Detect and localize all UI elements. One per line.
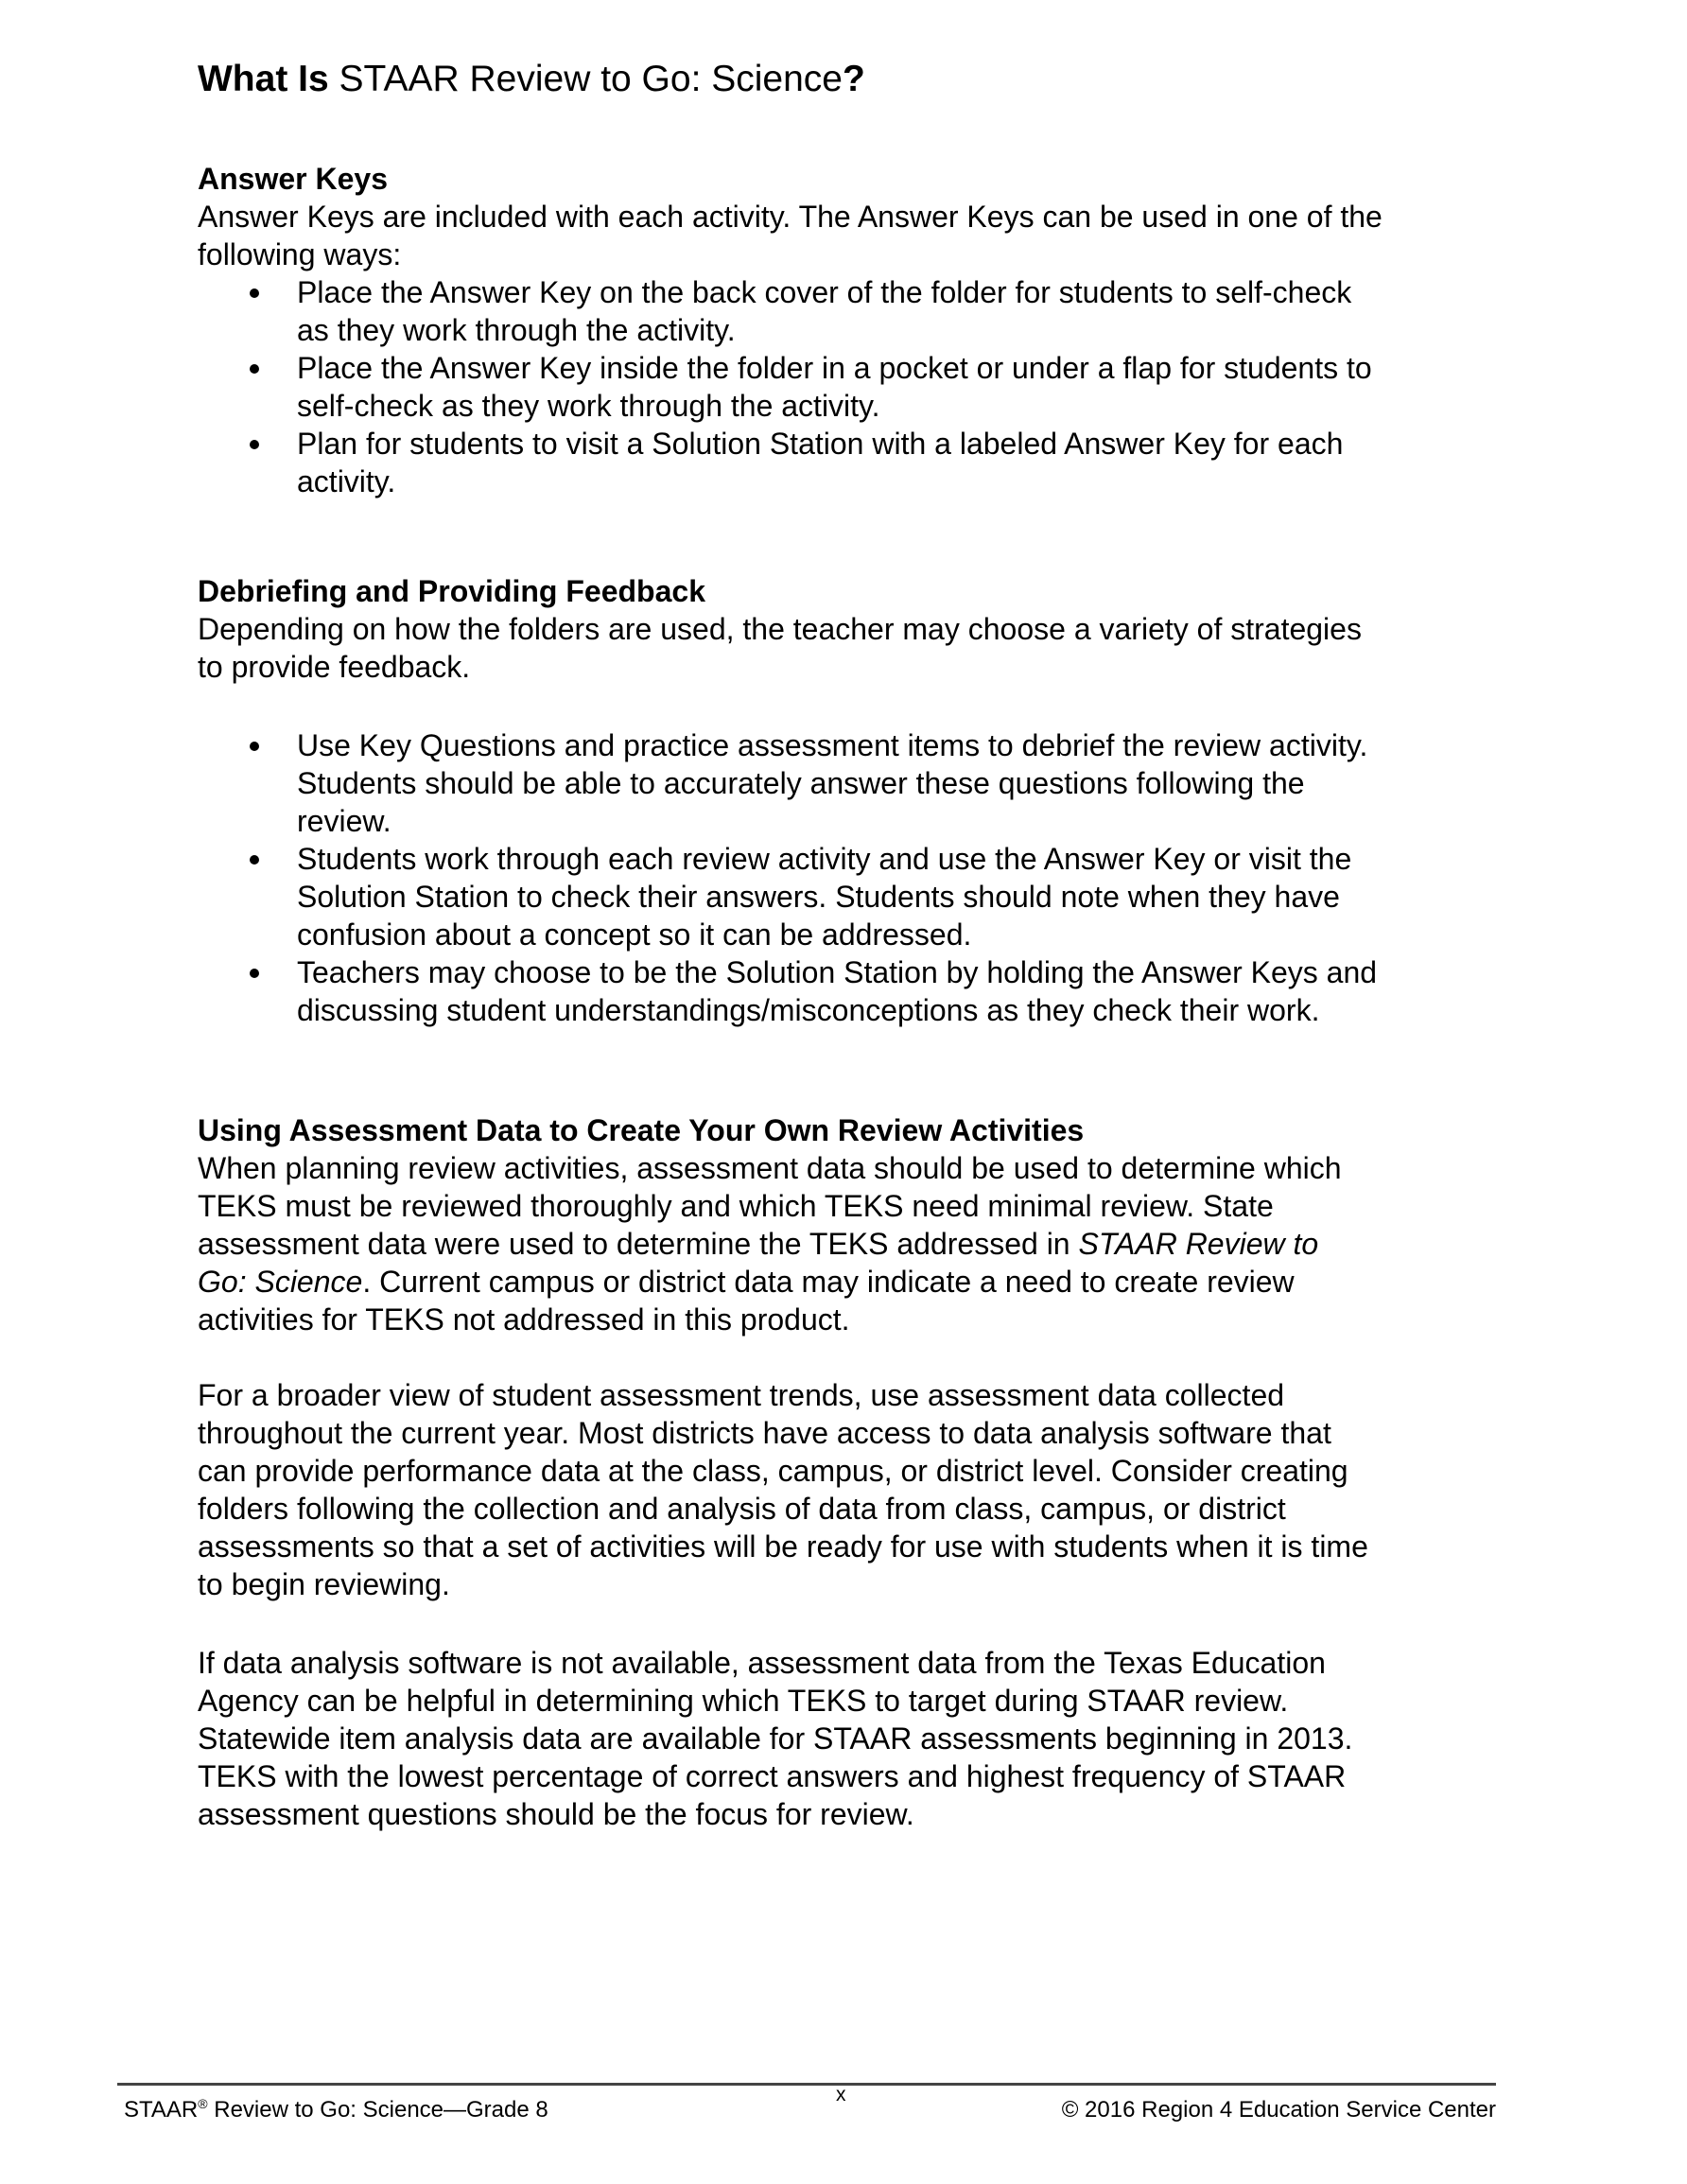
paragraph-line: folders following the collection and analysis of data from class, campus, or district	[198, 1492, 1286, 1526]
list-item-line: Use Key Questions and practice assessment items to debrief the review activity.	[297, 728, 1368, 762]
paragraph-line: Agency can be helpful in determining which TEKS to target during STAAR review.	[198, 1684, 1289, 1718]
footer-divider	[117, 2083, 1496, 2086]
page-title-bold: What Is	[198, 59, 329, 99]
paragraph-line: to begin reviewing.	[198, 1567, 450, 1601]
footer-staar: STAAR	[124, 2097, 199, 2123]
page-number: x	[836, 2084, 846, 2105]
page-title-product: STAAR Review to Go: Science	[339, 59, 843, 99]
list-item-line: confusion about a concept so it can be addressed.	[297, 917, 972, 952]
list-item-line: Solution Station to check their answers. Students should note when they have	[297, 880, 1340, 914]
list-item-line: activity.	[297, 464, 396, 498]
product-title-italic: STAAR Review to	[1078, 1227, 1319, 1261]
registered-mark: ®	[198, 2096, 208, 2111]
footer-product-title	[124, 2097, 548, 2123]
paragraph-line	[198, 1225, 1318, 1263]
section-heading-answer-keys: Answer Keys	[198, 162, 388, 196]
paragraph-line: TEKS must be reviewed thoroughly and which TEKS need minimal review. State	[198, 1189, 1274, 1223]
paragraph-line: throughout the current year. Most districts have access to data analysis software that	[198, 1416, 1331, 1450]
list-item-line: review.	[297, 804, 391, 838]
paragraph-text: assessment data were used to determine the TEKS addressed in	[198, 1227, 1079, 1261]
section-heading-assessment-data: Using Assessment Data to Create Your Own Review Activities	[198, 1113, 1085, 1147]
list-item-line: discussing student understandings/misconceptions as they check their work.	[297, 993, 1320, 1027]
bullet-icon	[250, 440, 259, 449]
footer-copyright: © 2016 Region 4 Education Service Center	[1061, 2097, 1496, 2123]
list-item-line: as they work through the activity.	[297, 313, 736, 347]
paragraph-line: assessments so that a set of activities will be ready for use with students when it is time	[198, 1529, 1368, 1564]
paragraph-line: can provide performance data at the class, campus, or district level. Consider creating	[198, 1454, 1348, 1488]
paragraph-line: For a broader view of student assessment trends, use assessment data collected	[198, 1378, 1285, 1412]
page-title-question-mark: ?	[843, 59, 865, 99]
paragraph-line: When planning review activities, assessment data should be used to determine which	[198, 1151, 1342, 1185]
bullet-icon	[250, 742, 259, 751]
paragraph-line: activities for TEKS not addressed in this product.	[198, 1302, 850, 1337]
paragraph-line: Statewide item analysis data are available for STAAR assessments beginning in 2013.	[198, 1721, 1353, 1756]
list-item-line: Students should be able to accurately answer these questions following the	[297, 766, 1305, 800]
section-heading-debriefing: Debriefing and Providing Feedback	[198, 574, 705, 608]
paragraph-line: Depending on how the folders are used, the teacher may choose a variety of strategies	[198, 612, 1362, 646]
product-title-italic: Go: Science	[198, 1265, 363, 1299]
paragraph-text: . Current campus or district data may indicate a need to create review	[362, 1265, 1295, 1299]
list-item-line: self-check as they work through the activity.	[297, 389, 880, 423]
list-item-line: Place the Answer Key inside the folder in a pocket or under a flap for students to	[297, 351, 1372, 385]
list-item-line: Place the Answer Key on the back cover of the folder for students to self-check	[297, 275, 1352, 309]
paragraph-line	[198, 1263, 1295, 1301]
list-item-line: Teachers may choose to be the Solution Station by holding the Answer Keys and	[297, 955, 1378, 989]
list-item-line: Students work through each review activity and use the Answer Key or visit the	[297, 842, 1352, 876]
paragraph-line: Answer Keys are included with each activity. The Answer Keys can be used in one of the	[198, 200, 1383, 234]
bullet-icon	[250, 364, 259, 374]
paragraph-line: to provide feedback.	[198, 650, 471, 684]
list-item-line: Plan for students to visit a Solution Station with a labeled Answer Key for each	[297, 427, 1344, 461]
paragraph-line: TEKS with the lowest percentage of correct answers and highest frequency of STAAR	[198, 1759, 1347, 1793]
paragraph-line: If data analysis software is not available, assessment data from the Texas Education	[198, 1646, 1326, 1680]
page-title	[198, 57, 865, 102]
bullet-icon	[250, 855, 259, 865]
bullet-icon	[250, 969, 259, 978]
paragraph-line: following ways:	[198, 237, 402, 271]
bullet-icon	[250, 288, 259, 298]
paragraph-line: assessment questions should be the focus for review.	[198, 1797, 914, 1831]
footer-product-rest: Review to Go: Science—Grade 8	[207, 2097, 548, 2123]
